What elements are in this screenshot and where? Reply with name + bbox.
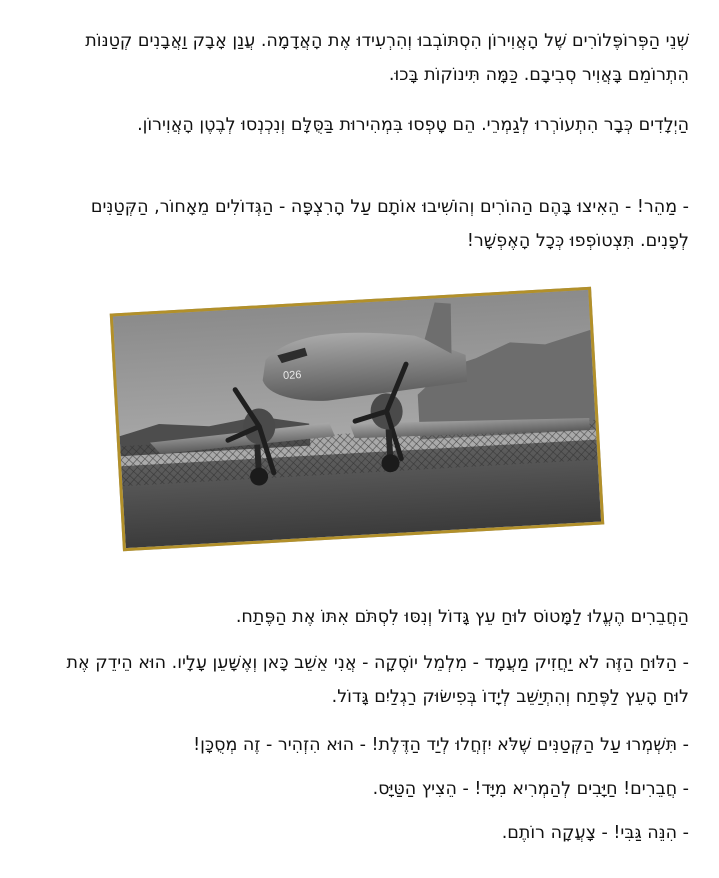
paragraph-hurry: - מַהֵר! - הֵאִיצוּ בָּהֶם הַהוֹרִים וְהוֹשִׁיבוּ אוֹתָם עַל הָרִצְפָּה - הַגְּדוֹלִים מֵאָחוֹר, הַקְּטַנִּים לְפָנִים. תִּצְטוֹפְפוּ כְּכָל הָאֶפְשָׁר! xyxy=(90,197,689,251)
photo-frame xyxy=(110,287,605,552)
paragraph-gabi: - הִנֵּה גַּבִּי! - צָעֲקָה רוֹתֶם. xyxy=(501,823,689,843)
airplane-photo xyxy=(110,287,605,552)
paragraph-pilot: - חֲבֵרִים! חַיָּבִים לְהַמְרִיא מִיָּד! - הֵצִיץ הַטַּיָּס. xyxy=(372,779,689,799)
paragraph-warning: - תִּשְׁמְרוּ עַל הַקְּטַנִּים שֶׁלֹּא יִזְחֲלוּ לְיַד הַדֶּלֶת! - הוּא הִזְהִיר - זֶה מְסֻכָּן! xyxy=(193,735,689,755)
aircraft-marking: 026 xyxy=(282,369,302,383)
airplane-illustration xyxy=(113,290,601,548)
paragraph-propellers: שְׁנֵי הַפְּרוֹפֶּלוֹרִים שֶׁל הָאֲוִירוֹן הִסְתּוֹבְבוּ וְהִרְעִידוּ אֶת הָאֲדָמָה. עֲנַן אָבָק וַאֲבָנִים קְטַנּוֹת הִתְרוֹמֵם בָּאֲוִיר סְבִיבָם. כַּמָּה תִּינוֹקוֹת בָּכוּ. xyxy=(85,31,689,85)
paragraph-yoseka: - הַלּוּחַ הַזֶּה לֹא יַחֲזִיק מַעֲמָד - מִלְמֵל יוֹסֶקָה - אֲנִי אֵשֵׁב כָּאן וְאֶשָּׁעֵן עָלָיו. הוּא הֵידֵק אֶת לוּחַ הָעֵץ לַפֶּתַח וְהִתְיַשֵּׁב לְיָדוֹ בְּפִישּׂוּק רַגְלַיִם גָּדוֹל. xyxy=(66,653,689,707)
paragraph-wood-board: הַחֲבֵרִים הֶעֱלוּ לַמָּטוֹס לוּחַ עֵץ גָּדוֹל וְנִסּוּ לִסְתֹּם אִתּוֹ אֶת הַפֶּתַח. xyxy=(235,607,689,627)
paragraph-children-climb: הַיְלָדִים כְּבָר הִתְעוֹרְרוּ לְגַמְרֵי. הֵם טָפְסוּ בִּמְהִירוּת בַּסֻּלָּם וְנִכְנְסוּ לְבֶטֶן הָאֲוִירוֹן. xyxy=(137,115,689,135)
